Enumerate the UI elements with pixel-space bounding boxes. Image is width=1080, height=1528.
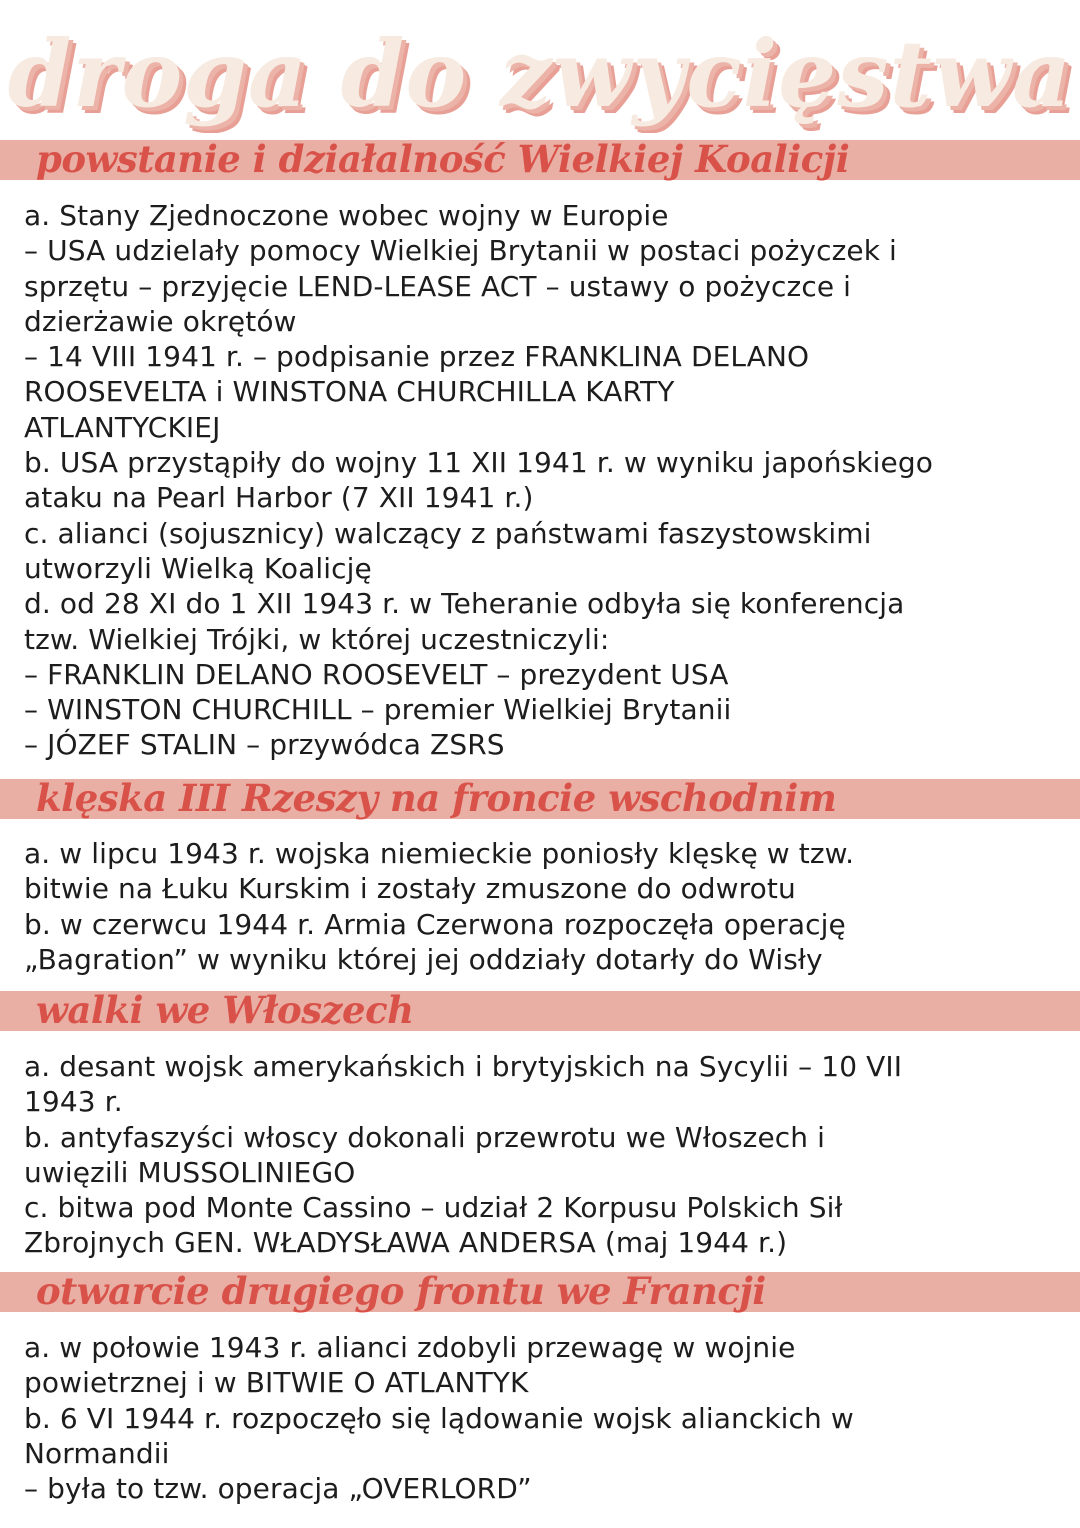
section-body	[24, 1049, 1064, 1261]
text-line: bitwie na Łuku Kurskim i zostały zmuszone do odwrotu	[24, 872, 796, 906]
text-line: – 14 VIII 1941 r. – podpisanie przez FRANKLINA DELANO	[24, 340, 810, 374]
text-line: b. USA przystąpiły do wojny 11 XII 1941 r. w wyniku japońskiego	[24, 446, 933, 480]
text-line: „Bagration” w wyniku której jej oddziały dotarły do Wisły	[24, 942, 823, 976]
text-line: ROOSEVELTA i WINSTONA CHURCHILLA KARTY	[24, 375, 675, 409]
text-line: a. desant wojsk amerykańskich i brytyjskich na Sycylii – 10 VII	[24, 1050, 903, 1083]
text-line: ATLANTYCKIEJ	[24, 410, 221, 444]
text-line: Normandii	[24, 1436, 170, 1470]
text-line: tzw. Wielkiej Trójki, w której uczestniczyli:	[24, 622, 610, 656]
section-body	[24, 836, 1064, 977]
section-heading-band	[0, 1269, 1080, 1313]
section-heading-band	[0, 988, 1080, 1032]
text-line: sprzętu – przyjęcie LEND-LEASE ACT – ustawy o pożyczce i	[24, 269, 852, 303]
text-line: a. w połowie 1943 r. alianci zdobyli przewagę w wojnie	[24, 1331, 796, 1364]
section-heading: otwarcie drugiego frontu we Francji	[36, 1269, 766, 1313]
text-line: b. antyfaszyści włoscy dokonali przewrotu we Włoszech i	[24, 1120, 826, 1154]
text-line: b. w czerwcu 1944 r. Armia Czerwona rozpoczęła operację	[24, 907, 846, 941]
section-heading-band	[0, 776, 1080, 820]
text-line: – WINSTON CHURCHILL – premier Wielkiej Brytanii	[24, 693, 732, 727]
text-line: uwięzili MUSSOLINIEGO	[24, 1155, 356, 1189]
text-line: a. Stany Zjednoczone wobec wojny w Europie	[24, 199, 669, 232]
text-line: – FRANKLIN DELANO ROOSEVELT – prezydent USA	[24, 657, 729, 691]
text-line: – była to tzw. operacja „OVERLORD”	[24, 1472, 532, 1506]
text-line: – USA udzielały pomocy Wielkiej Brytanii w postaci pożyczek i	[24, 234, 897, 268]
page-title: droga do zwycięstwa	[7, 20, 1073, 128]
text-line: b. 6 VI 1944 r. rozpoczęło się lądowanie wojsk alianckich w	[24, 1401, 854, 1435]
section-heading: walki we Włoszech	[36, 988, 414, 1032]
section-heading: powstanie i działalność Wielkiej Koalicji	[36, 137, 850, 181]
section-heading: klęska III Rzeszy na froncie wschodnim	[36, 776, 837, 820]
text-line: Zbrojnych GEN. WŁADYSŁAWA ANDERSA (maj 1944 r.)	[24, 1226, 788, 1260]
text-line: d. od 28 XI do 1 XII 1943 r. w Teheranie odbyła się konferencja	[24, 587, 905, 621]
text-line: – JÓZEF STALIN – przywódca ZSRS	[24, 728, 505, 762]
section-body	[24, 1330, 1064, 1506]
text-line: c. bitwa pod Monte Cassino – udział 2 Korpusu Polskich Sił	[24, 1191, 843, 1225]
text-line: a. w lipcu 1943 r. wojska niemieckie poniosły klęskę w tzw.	[24, 837, 855, 870]
section-heading-band	[0, 137, 1080, 181]
text-line: c. alianci (sojusznicy) walczący z państwami faszystowskimi	[24, 516, 872, 550]
text-line: powietrznej i w BITWIE O ATLANTYK	[24, 1366, 529, 1400]
text-line: dzierżawie okrętów	[24, 304, 297, 338]
text-line: ataku na Pearl Harbor (7 XII 1941 r.)	[24, 481, 534, 515]
text-line: utworzyli Wielką Koalicję	[24, 551, 372, 585]
section-body	[24, 198, 1064, 763]
text-line: 1943 r.	[24, 1085, 123, 1119]
